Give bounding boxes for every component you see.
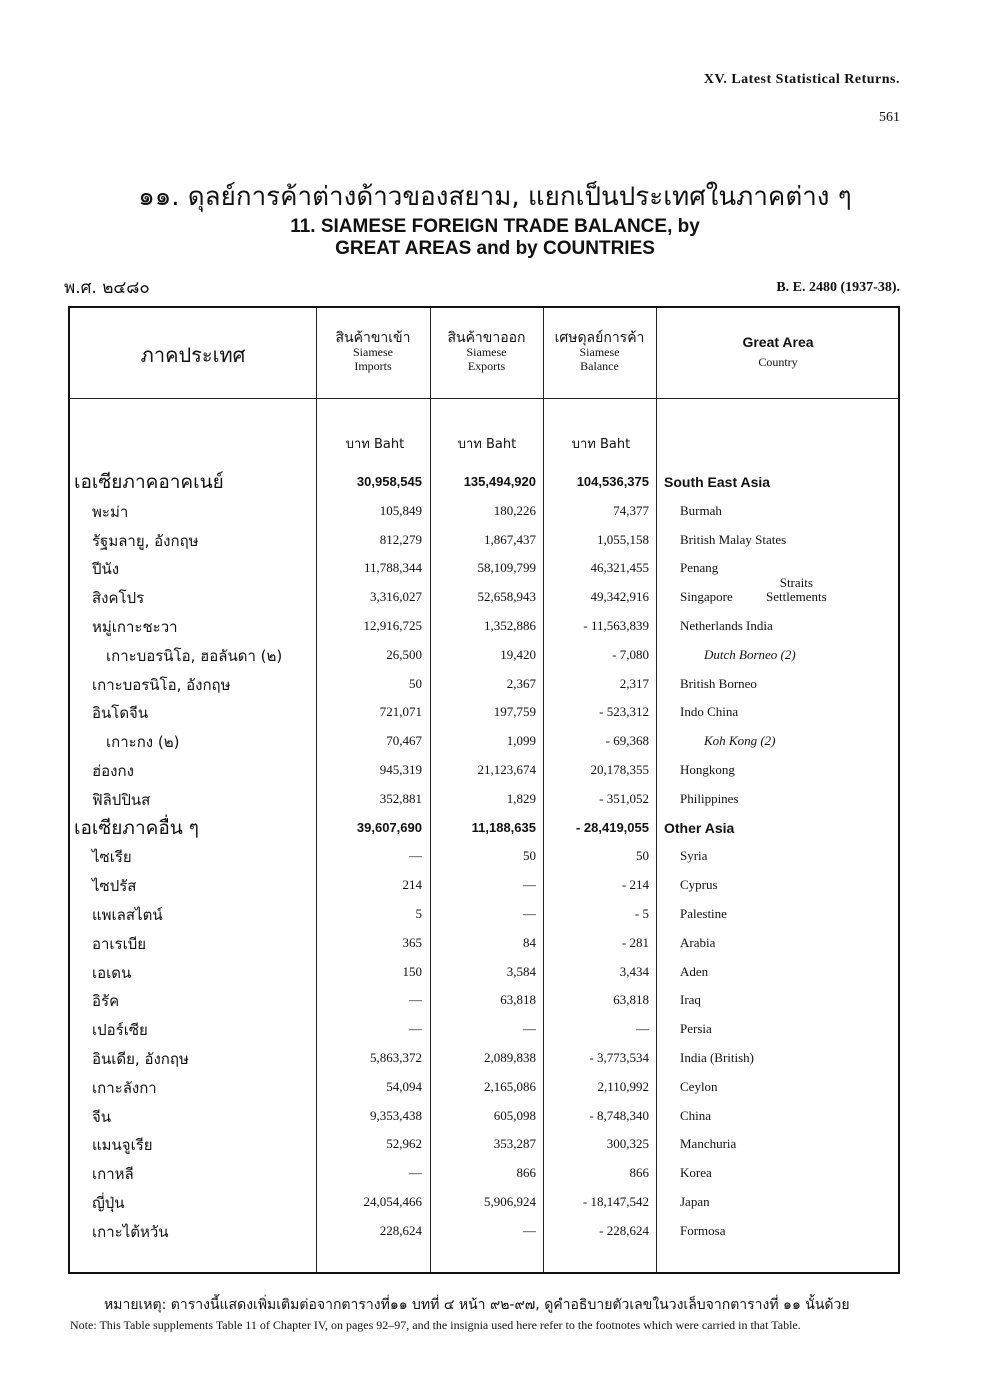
cell-imports: 3,316,027 [370, 589, 422, 605]
cell-country-english: Hongkong [680, 762, 735, 777]
cell-exports: 63,818 [500, 992, 536, 1008]
cell-country-thai: ฮ่องกง [92, 762, 134, 780]
header-area-english [656, 334, 900, 370]
cell-balance: - 523,312 [599, 704, 649, 720]
header-exports-thai: สินค้าขาออก [447, 330, 526, 346]
trade-balance-table [68, 306, 900, 1274]
table-row [70, 673, 898, 702]
cell-country-english: Ceylon [680, 1078, 718, 1094]
cell-country-english: British Borneo [680, 675, 757, 691]
cell-country-english: Persia [680, 1021, 712, 1037]
cell-balance: - 214 [621, 877, 649, 893]
cell-country-thai: ไซปรัส [92, 877, 137, 896]
header-balance-en1: Siamese [579, 345, 620, 360]
cell-imports: — [409, 1165, 422, 1181]
cell-imports: 105,849 [379, 502, 422, 518]
cell-country-thai: เอเซียภาคอาคเนย์ [74, 471, 224, 493]
page-number: 561 [879, 110, 900, 125]
cell-balance: 300,325 [606, 1136, 649, 1152]
table-row [70, 730, 898, 759]
cell-balance: - 18,147,542 [582, 1194, 649, 1209]
cell-exports: — [523, 1222, 536, 1238]
cell-country-thai: เปอร์เซีย [92, 1021, 148, 1040]
table-row [70, 989, 898, 1018]
cell-imports: 24,054,466 [363, 1194, 422, 1209]
cell-balance: 20,178,355 [590, 762, 649, 777]
table-row [70, 644, 898, 673]
cell-balance: 49,342,916 [590, 589, 649, 605]
cell-exports: 866 [516, 1165, 536, 1181]
header-imports-en1: Siamese [353, 345, 393, 360]
header-exports-en2: Exports [467, 358, 506, 373]
header-area-thai [70, 344, 316, 367]
cell-country-thai: เอเซียภาคอื่น ๆ [74, 816, 199, 839]
cell-country-english: Penang [680, 560, 719, 576]
table-row [70, 1191, 898, 1220]
cell-balance: - 351,052 [599, 790, 649, 806]
cell-exports: 21,123,674 [477, 762, 536, 777]
cell-exports: 50 [523, 848, 536, 864]
cell-country-english: Indo China [680, 704, 739, 720]
cell-balance: - 11,563,839 [583, 618, 649, 633]
cell-exports: 605,098 [493, 1107, 536, 1123]
cell-exports: 1,352,886 [484, 618, 536, 633]
cell-imports: 9,353,438 [370, 1107, 422, 1123]
cell-imports: 945,319 [379, 762, 422, 777]
cell-imports: 228,624 [379, 1222, 422, 1238]
table-group-row [70, 471, 898, 500]
cell-country-thai: แพเลสไตน์ [92, 906, 163, 924]
table-row [70, 1018, 898, 1047]
table-row [70, 1133, 898, 1162]
header-great-area: Great Area [742, 334, 814, 350]
header-balance-en2: Balance [580, 358, 619, 373]
cell-country-thai: อิรัค [92, 992, 120, 1011]
cell-balance: - 28,419,055 [575, 819, 649, 835]
unit-exports: บาท Baht [457, 437, 517, 452]
cell-country-english: Dutch Borneo (2) [704, 646, 796, 662]
cell-country-thai: อินเดีย, อังกฤษ [92, 1050, 189, 1068]
cell-exports: 11,188,635 [471, 819, 536, 835]
cell-country-english: China [680, 1107, 712, 1123]
cell-country-english: Koh Kong (2) [704, 733, 776, 749]
table-row [70, 874, 898, 903]
header-imports-en2: Imports [354, 358, 392, 373]
cell-imports: — [409, 1021, 422, 1037]
header-balance-thai: เศษดุลย์การค้า [554, 330, 645, 346]
year-english: B. E. 2480 (1937-38). [776, 280, 900, 295]
cell-imports: 365 [402, 934, 422, 950]
table-row [70, 701, 898, 730]
table-row [70, 529, 898, 558]
cell-country-thai: ญี่ปุ่น [92, 1194, 125, 1212]
table-row [70, 759, 898, 788]
header-divider [70, 398, 898, 399]
cell-imports: 214 [402, 877, 422, 893]
table-row [70, 1105, 898, 1134]
cell-exports: 2,165,086 [484, 1078, 536, 1094]
cell-exports: — [523, 906, 536, 921]
table-row [70, 1047, 898, 1076]
cell-balance: — [636, 1021, 649, 1037]
unit-imports: บาท Baht [345, 437, 405, 452]
cell-balance: - 228,624 [599, 1222, 649, 1238]
cell-country-thai: อินโดจีน [92, 704, 149, 723]
cell-balance: - 281 [621, 934, 649, 950]
cell-imports: 30,958,545 [356, 474, 422, 489]
cell-imports: 39,607,690 [356, 819, 422, 835]
cell-imports: 50 [409, 675, 422, 691]
cell-exports: 84 [523, 934, 536, 950]
cell-balance: 74,377 [613, 502, 649, 518]
cell-exports: 180,226 [493, 502, 536, 518]
cell-balance: 50 [636, 848, 649, 864]
cell-balance: - 7,080 [612, 646, 649, 662]
cell-country-thai: ปีนัง [92, 560, 120, 579]
cell-country-thai: เกาหลี [92, 1165, 134, 1184]
cell-country-english: Syria [680, 848, 708, 864]
cell-imports: 52,962 [386, 1136, 422, 1152]
cell-country-thai: ฟิลิปปินส [92, 790, 151, 809]
cell-country-english: India (British) [680, 1050, 755, 1065]
straits-settlements-note [766, 576, 827, 605]
table-row [70, 615, 898, 644]
cell-country-english: Palestine [680, 906, 727, 921]
cell-country-thai: ไซเรีย [92, 848, 132, 867]
cell-exports: 5,906,924 [484, 1194, 536, 1209]
cell-exports: 1,867,437 [484, 531, 536, 547]
cell-balance: 46,321,455 [590, 560, 649, 576]
cell-exports: — [523, 877, 536, 893]
cell-country-thai: พะม่า [92, 502, 129, 521]
cell-balance: - 3,773,534 [589, 1050, 649, 1065]
cell-balance: 3,434 [619, 963, 649, 979]
cell-exports: 1,829 [506, 790, 536, 806]
unit-balance: บาท Baht [571, 437, 631, 452]
cell-country-english: Korea [680, 1165, 712, 1181]
cell-imports: 352,881 [379, 790, 422, 806]
title-english-line1: 11. SIAMESE FOREIGN TRADE BALANCE, by [290, 216, 700, 237]
cell-exports: 2,089,838 [484, 1050, 536, 1065]
cell-exports: 58,109,799 [477, 560, 536, 576]
cell-imports: 150 [402, 963, 422, 979]
cell-exports: 19,420 [500, 646, 536, 662]
cell-exports: — [523, 1021, 536, 1037]
cell-country-english: Other Asia [664, 819, 735, 836]
cell-country-thai: เกาะบอรนิโอ, ฮอลันดา (๒) [106, 646, 283, 665]
cell-exports: 3,584 [506, 963, 536, 979]
cell-country-english: South East Asia [664, 474, 771, 490]
cell-country-english: Manchuria [680, 1136, 737, 1152]
cell-exports: 135,494,920 [463, 474, 536, 489]
cell-country-thai: เกาะกง (๒) [106, 733, 180, 752]
cell-balance: 1,055,158 [597, 531, 649, 547]
header-country: Country [758, 355, 798, 370]
header-balance [543, 330, 656, 374]
cell-country-thai: แมนจูเรีย [92, 1136, 153, 1155]
cell-imports: 54,094 [386, 1078, 422, 1094]
cell-exports: 353,287 [493, 1136, 536, 1152]
cell-country-english: Netherlands India [680, 618, 773, 633]
cell-imports: 5,863,372 [370, 1050, 422, 1065]
header-imports [316, 330, 430, 374]
cell-imports: 70,467 [386, 733, 422, 749]
cell-imports: 812,279 [379, 531, 422, 547]
cell-exports: 52,658,943 [477, 589, 536, 605]
cell-balance: 2,110,992 [597, 1078, 649, 1094]
cell-balance: 2,317 [619, 675, 649, 691]
title-english-line2: GREAT AREAS and by COUNTRIES [335, 238, 655, 259]
cell-balance: 866 [629, 1165, 649, 1181]
cell-country-english: Burmah [680, 502, 722, 518]
table-row [70, 932, 898, 961]
cell-country-thai: เกาะลังกา [92, 1078, 157, 1097]
cell-country-english: Singapore [680, 589, 733, 605]
cell-exports: 2,367 [506, 675, 536, 691]
cell-country-english: Iraq [680, 992, 701, 1008]
cell-country-english: Japan [680, 1194, 710, 1209]
cell-country-english: Philippines [680, 790, 739, 806]
header-area-thai-label: ภาคประเทศ [140, 343, 246, 367]
header-imports-thai: สินค้าขาเข้า [335, 330, 411, 346]
footnote-english: Note: This Table supplements Table 11 of Chapter IV, on pages 92–97, and the insignia used here refer to the footnotes which were carried in that Table. [70, 1318, 801, 1332]
cell-balance: - 8,748,340 [589, 1107, 649, 1123]
cell-country-thai: เกาะบอรนิโอ, อังกฤษ [92, 675, 231, 694]
cell-exports: 197,759 [493, 704, 536, 720]
table-row [70, 903, 898, 932]
cell-country-english: Aden [680, 963, 709, 979]
cell-balance: 63,818 [613, 992, 649, 1008]
cell-country-english: Cyprus [680, 877, 718, 893]
cell-country-english: Formosa [680, 1222, 726, 1238]
table-row [70, 845, 898, 874]
straits-settlements-label: Straits Settlements [766, 575, 827, 605]
header-exports-en1: Siamese [466, 345, 507, 360]
cell-imports: — [409, 992, 422, 1008]
table-row [70, 1162, 898, 1191]
cell-exports: 1,099 [506, 733, 536, 749]
table-row [70, 500, 898, 529]
year-thai: พ.ศ. ๒๔๘๐ [64, 278, 150, 298]
cell-imports: — [409, 848, 422, 864]
cell-balance: 104,536,375 [576, 474, 649, 489]
cell-balance: - 69,368 [605, 733, 649, 749]
footnote-thai: หมายเหตุ: ตารางนี้แสดงเพิ่มเติมต่อจากตารางที่๑๑ บทที่ ๔ หน้า ๙๒-๙๗, ดูคำอธิบายตัวเลขในวงเล็บจากตารางที่ ๑๑ นั้นด้วย [104, 1297, 850, 1313]
cell-imports: 26,500 [386, 646, 422, 662]
cell-imports: 721,071 [379, 704, 422, 720]
table-row [70, 1076, 898, 1105]
title-thai: ๑๑. ดุลย์การค้าต่างด้าวของสยาม, แยกเป็นประเทศในภาคต่าง ๆ [138, 182, 852, 212]
cell-country-thai: จีน [92, 1107, 112, 1126]
cell-country-thai: สิงคโปร [92, 589, 145, 608]
cell-imports: 5 [415, 906, 422, 921]
cell-imports: 11,788,344 [363, 560, 422, 576]
cell-country-thai: เกาะไต้หวัน [92, 1222, 169, 1241]
cell-country-thai: รัฐมลายู, อังกฤษ [92, 531, 199, 550]
cell-balance: - 5 [634, 906, 649, 921]
header-exports [430, 330, 543, 374]
table-row [70, 961, 898, 990]
table-row [70, 1220, 898, 1249]
cell-country-thai: หมู่เกาะชะวา [92, 618, 178, 636]
cell-country-english: Arabia [680, 934, 716, 950]
running-head: XV. Latest Statistical Returns. [703, 72, 900, 87]
cell-country-thai: เอเดน [92, 963, 132, 982]
cell-imports: 12,916,725 [363, 618, 422, 633]
table-group-row [70, 817, 898, 846]
cell-country-english: British Malay States [680, 531, 787, 547]
cell-country-thai: อาเรเบีย [92, 934, 147, 953]
